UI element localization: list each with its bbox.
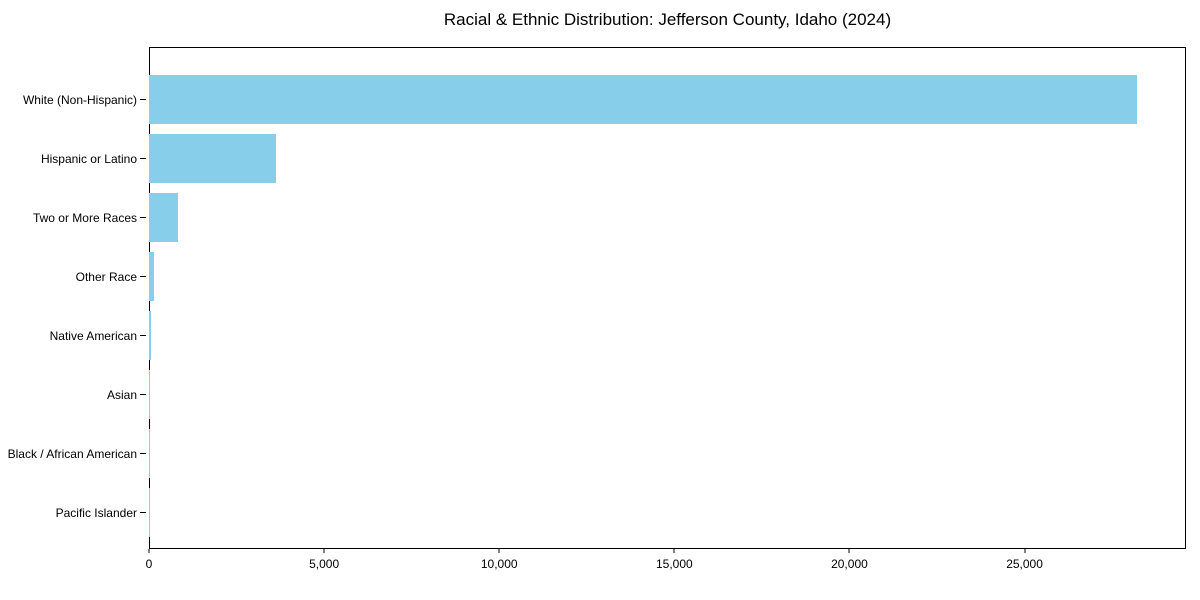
y-tick-mark (140, 99, 146, 100)
bar-hispanic-or-latino (149, 134, 276, 183)
bar-two-or-more-races (149, 193, 178, 242)
x-tick-label: 20,000 (831, 557, 868, 571)
bar-track (149, 252, 1186, 301)
y-tick-mark (140, 276, 146, 277)
chart-row-other-race (0, 247, 1186, 306)
y-tick-mark (140, 453, 146, 454)
bar-track (149, 370, 1186, 419)
chart-row-hispanic-or-latino (0, 129, 1186, 188)
x-tick-mark (1024, 549, 1025, 553)
y-tick-label: Black / African American (7, 446, 137, 461)
x-tick-mark (499, 549, 500, 553)
bar-track (149, 193, 1186, 242)
x-tick-label: 10,000 (480, 557, 518, 571)
bar-asian (149, 370, 150, 419)
bar-track (149, 134, 1186, 183)
x-tick-mark (149, 549, 150, 553)
chart-row-asian (0, 365, 1186, 424)
chart-title: Racial & Ethnic Distribution: Jefferson County, Idaho (2024) (443, 10, 892, 29)
bar-rows (0, 47, 1186, 549)
bar-track (149, 488, 1186, 537)
chart-row-native-american (0, 306, 1186, 365)
chart-row-pacific-islander (0, 483, 1186, 542)
y-tick-mark (140, 158, 146, 159)
x-tick-label: 0 (145, 557, 153, 571)
x-tick-mark (849, 549, 850, 553)
x-axis (145, 549, 1186, 589)
y-tick-label: White (Non-Hispanic) (22, 92, 137, 107)
x-tick-mark (324, 549, 325, 553)
y-tick-label: Asian (106, 387, 137, 402)
y-tick-label: Native American (49, 328, 137, 343)
y-tick-label: Two or More Races (32, 210, 137, 225)
x-tick-label: 15,000 (655, 557, 693, 571)
bar-native-american (149, 311, 151, 360)
y-tick-mark (140, 217, 146, 218)
x-tick-label: 25,000 (1006, 557, 1043, 571)
y-tick-label: Hispanic or Latino (40, 151, 137, 166)
chart-row-black-african-american (0, 424, 1186, 483)
bar-white-non-hispanic (149, 75, 1137, 124)
y-tick-mark (140, 512, 146, 513)
x-tick-label: 5,000 (309, 557, 340, 571)
y-tick-label: Other Race (75, 269, 137, 284)
bar-track (149, 75, 1186, 124)
y-tick-mark (140, 335, 146, 336)
x-tick-mark (674, 549, 675, 553)
bar-track (149, 311, 1186, 360)
bar-other-race (149, 252, 154, 301)
y-tick-label: Pacific Islander (55, 505, 137, 520)
chart-row-white-non-hispanic (0, 70, 1186, 129)
chart-row-two-or-more-races (0, 188, 1186, 247)
bar-track (149, 429, 1186, 478)
y-tick-mark (140, 394, 146, 395)
